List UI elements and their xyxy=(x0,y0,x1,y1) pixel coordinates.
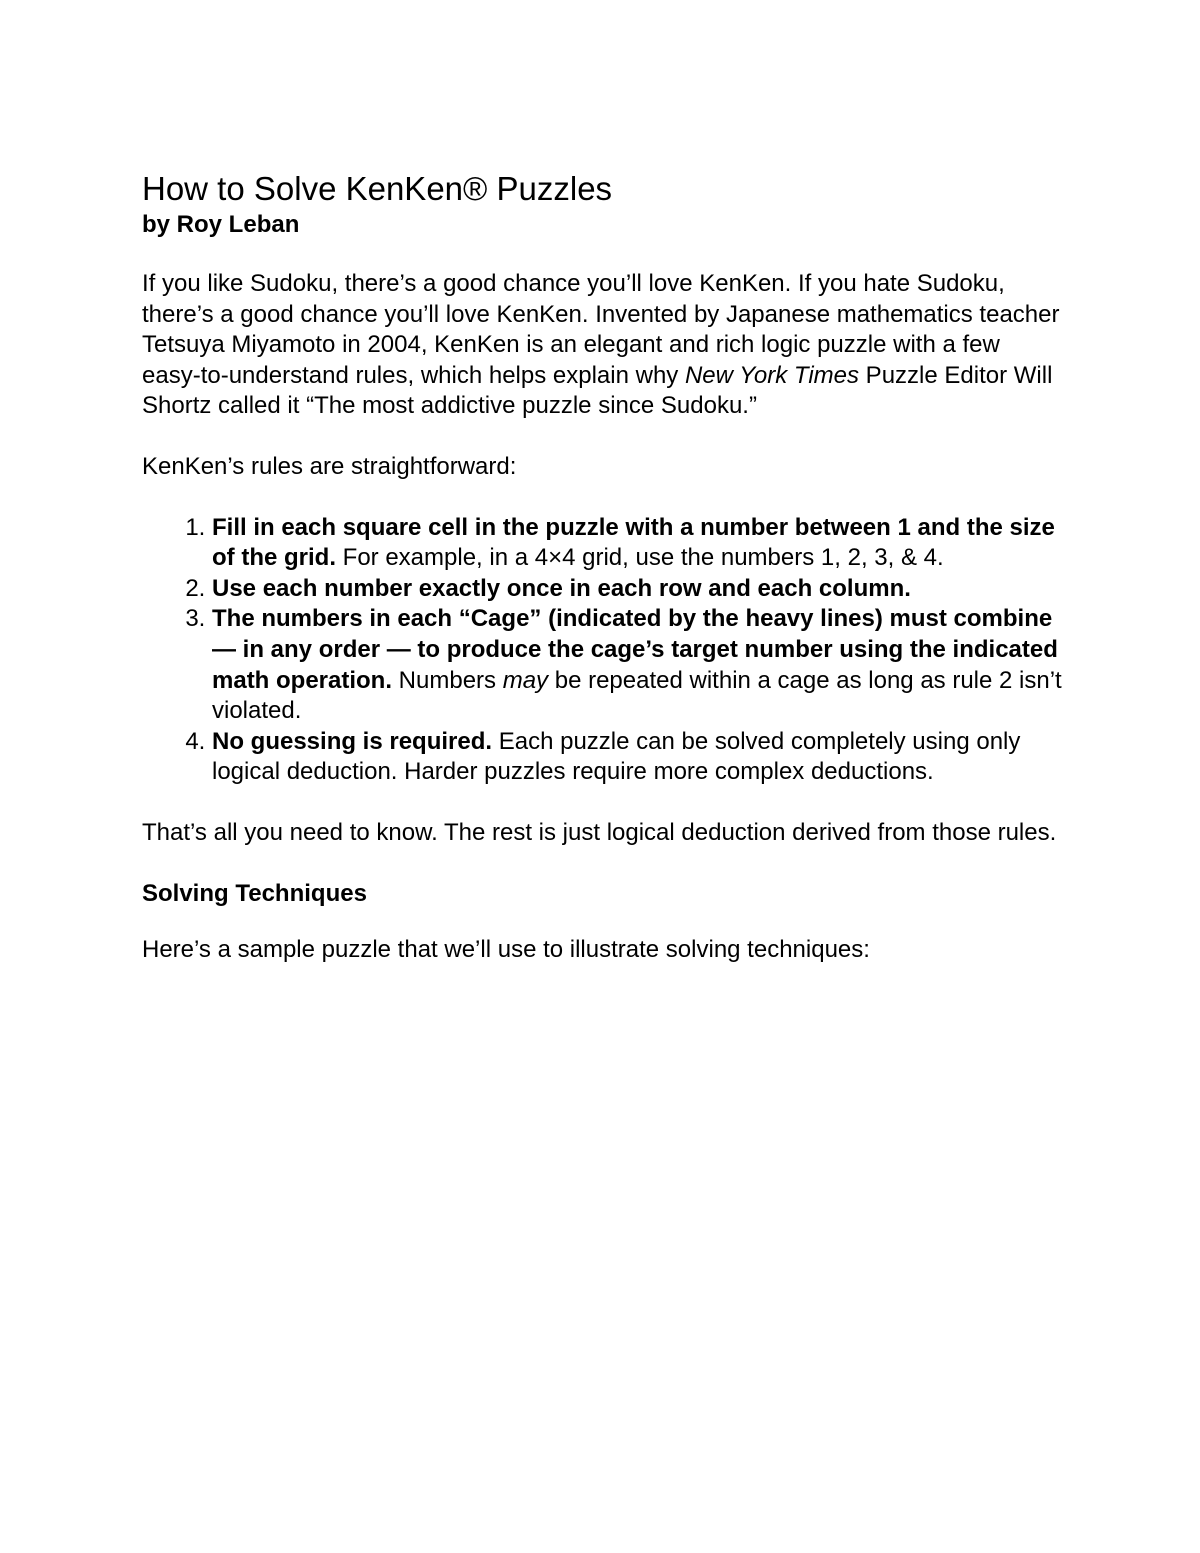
publication-name: New York Times xyxy=(684,361,860,389)
rule-item xyxy=(212,513,1062,574)
rule-bold-text: No guessing is required. xyxy=(212,727,493,755)
sample-intro-paragraph: Here’s a sample puzzle that we’ll use to illustrate solving techniques: xyxy=(142,936,870,964)
intro-text-part2: Puzzle Editor Will Shortz called it “The most addictive puzzle since Sudoku.” xyxy=(142,361,1053,420)
rule-item xyxy=(212,604,1062,726)
rule-text-continued: be repeated within a cage as long as rule 2 isn’t violated. xyxy=(212,666,1062,725)
rule-text: For example, in a 4×4 grid, use the numbers 1, 2, 3, & 4. xyxy=(335,544,944,572)
rules-intro: KenKen’s rules are straightforward: xyxy=(142,452,517,480)
rule-bold-text: Fill in each square cell in the puzzle with a number between 1 and the size of the grid. xyxy=(212,513,1055,572)
rule-item xyxy=(212,727,1062,788)
rule-bold-text: Use each number exactly once in each row and each column. xyxy=(212,574,911,602)
summary-paragraph: That’s all you need to know. The rest is just logical deduction derived from those rules. xyxy=(142,818,1057,846)
document-page xyxy=(142,168,1062,996)
document-title: How to Solve KenKen® Puzzles xyxy=(142,170,613,207)
author-byline: by Roy Leban xyxy=(142,211,300,238)
rules-list xyxy=(142,513,1062,788)
rule-text: Each puzzle can be solved completely using only logical deduction. Harder puzzles require more complex deductions. xyxy=(212,727,1021,786)
rule-italic-text: may xyxy=(502,666,549,694)
section-heading: Solving Techniques xyxy=(142,879,367,907)
rule-bold-text: The numbers in each “Cage” (indicated by the heavy lines) must combine — in any order — to produce the cage’s target number using the indicated math operation. xyxy=(212,605,1058,694)
intro-text-part1: If you like Sudoku, there’s a good chance you’ll love KenKen. If you hate Sudoku, there’s a good chance you’ll love KenKen. Invented by Japanese mathematics teacher Tetsuya Miyamoto in 2004, KenKen is an elegant and rich logic puzzle with a few easy-to-understand rules, which helps explain why xyxy=(142,270,1060,389)
intro-paragraph xyxy=(142,269,1062,422)
rule-text: Numbers xyxy=(392,666,503,694)
rule-item xyxy=(212,574,1062,605)
